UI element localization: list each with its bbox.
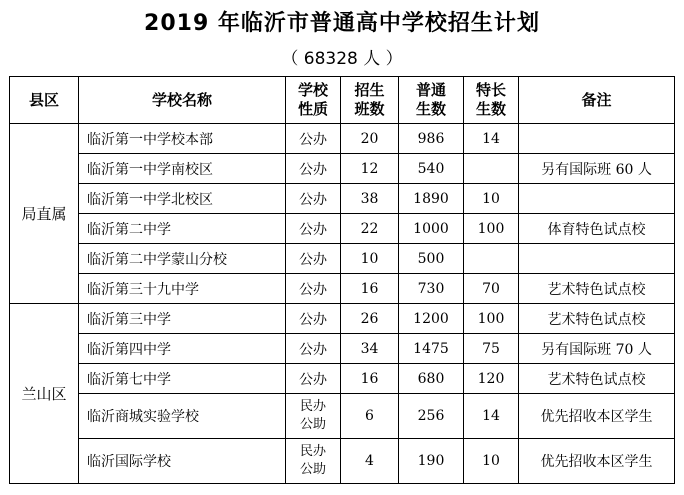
page-title: 2019 年临沂市普通高中学校招生计划	[144, 11, 540, 36]
school-type: 公办	[286, 304, 341, 334]
special-count: 10	[464, 184, 519, 214]
class-count: 26	[341, 304, 399, 334]
remark	[519, 184, 675, 214]
special-count: 10	[464, 439, 519, 484]
class-count: 22	[341, 214, 399, 244]
special-count	[464, 244, 519, 274]
remark: 艺术特色试点校	[519, 274, 675, 304]
school-type: 民办 公助	[286, 439, 341, 484]
school-name: 临沂第三十九中学	[79, 274, 286, 304]
table-row	[10, 244, 675, 274]
table-row	[10, 274, 675, 304]
regular-count: 256	[399, 394, 464, 439]
table-row	[10, 304, 675, 334]
remark: 优先招收本区学生	[519, 439, 675, 484]
table-row	[10, 334, 675, 364]
regular-count: 1200	[399, 304, 464, 334]
regular-count: 986	[399, 124, 464, 154]
total-enrollment: （ 68328 人 ）	[281, 49, 403, 69]
remark	[519, 244, 675, 274]
remark: 艺术特色试点校	[519, 304, 675, 334]
class-count: 4	[341, 439, 399, 484]
table-row	[10, 124, 675, 154]
regular-count: 1475	[399, 334, 464, 364]
table-row	[10, 394, 675, 439]
table-row	[10, 214, 675, 244]
school-name: 临沂第七中学	[79, 364, 286, 394]
school-name: 临沂第一中学北校区	[79, 184, 286, 214]
table-row	[10, 184, 675, 214]
special-count: 75	[464, 334, 519, 364]
school-type: 公办	[286, 364, 341, 394]
class-count: 6	[341, 394, 399, 439]
class-count: 16	[341, 274, 399, 304]
remark: 另有国际班 60 人	[519, 154, 675, 184]
class-count: 10	[341, 244, 399, 274]
special-count: 100	[464, 304, 519, 334]
class-count: 38	[341, 184, 399, 214]
header-special: 特长 生数	[464, 77, 519, 124]
class-count: 12	[341, 154, 399, 184]
header-school: 学校名称	[79, 77, 286, 124]
header-regular: 普通 生数	[399, 77, 464, 124]
enrollment-table	[9, 76, 675, 484]
header-district: 县区	[10, 77, 79, 124]
header-classes: 招生 班数	[341, 77, 399, 124]
school-name: 临沂第二中学	[79, 214, 286, 244]
remark: 另有国际班 70 人	[519, 334, 675, 364]
school-type: 公办	[286, 124, 341, 154]
table-row	[10, 154, 675, 184]
school-type: 公办	[286, 244, 341, 274]
special-count: 70	[464, 274, 519, 304]
regular-count: 1000	[399, 214, 464, 244]
regular-count: 500	[399, 244, 464, 274]
special-count: 120	[464, 364, 519, 394]
regular-count: 1890	[399, 184, 464, 214]
school-name: 临沂第一中学校本部	[79, 124, 286, 154]
remark: 体育特色试点校	[519, 214, 675, 244]
school-type: 民办 公助	[286, 394, 341, 439]
class-count: 16	[341, 364, 399, 394]
table-row	[10, 364, 675, 394]
remark: 优先招收本区学生	[519, 394, 675, 439]
special-count: 100	[464, 214, 519, 244]
school-type: 公办	[286, 214, 341, 244]
special-count: 14	[464, 124, 519, 154]
school-type: 公办	[286, 184, 341, 214]
header-nature: 学校 性质	[286, 77, 341, 124]
header-remarks: 备注	[519, 77, 675, 124]
table-row	[10, 439, 675, 484]
class-count: 20	[341, 124, 399, 154]
school-type: 公办	[286, 154, 341, 184]
regular-count: 190	[399, 439, 464, 484]
school-name: 临沂第一中学南校区	[79, 154, 286, 184]
class-count: 34	[341, 334, 399, 364]
school-name: 临沂国际学校	[79, 439, 286, 484]
school-type: 公办	[286, 334, 341, 364]
school-name: 临沂第四中学	[79, 334, 286, 364]
special-count: 14	[464, 394, 519, 439]
regular-count: 730	[399, 274, 464, 304]
regular-count: 680	[399, 364, 464, 394]
regular-count: 540	[399, 154, 464, 184]
remark: 艺术特色试点校	[519, 364, 675, 394]
district-cell: 局直属	[10, 124, 79, 304]
school-type: 公办	[286, 274, 341, 304]
school-name: 临沂商城实验学校	[79, 394, 286, 439]
school-name: 临沂第三中学	[79, 304, 286, 334]
header-row	[10, 77, 675, 124]
school-name: 临沂第二中学蒙山分校	[79, 244, 286, 274]
special-count	[464, 154, 519, 184]
remark	[519, 124, 675, 154]
district-cell: 兰山区	[10, 304, 79, 484]
